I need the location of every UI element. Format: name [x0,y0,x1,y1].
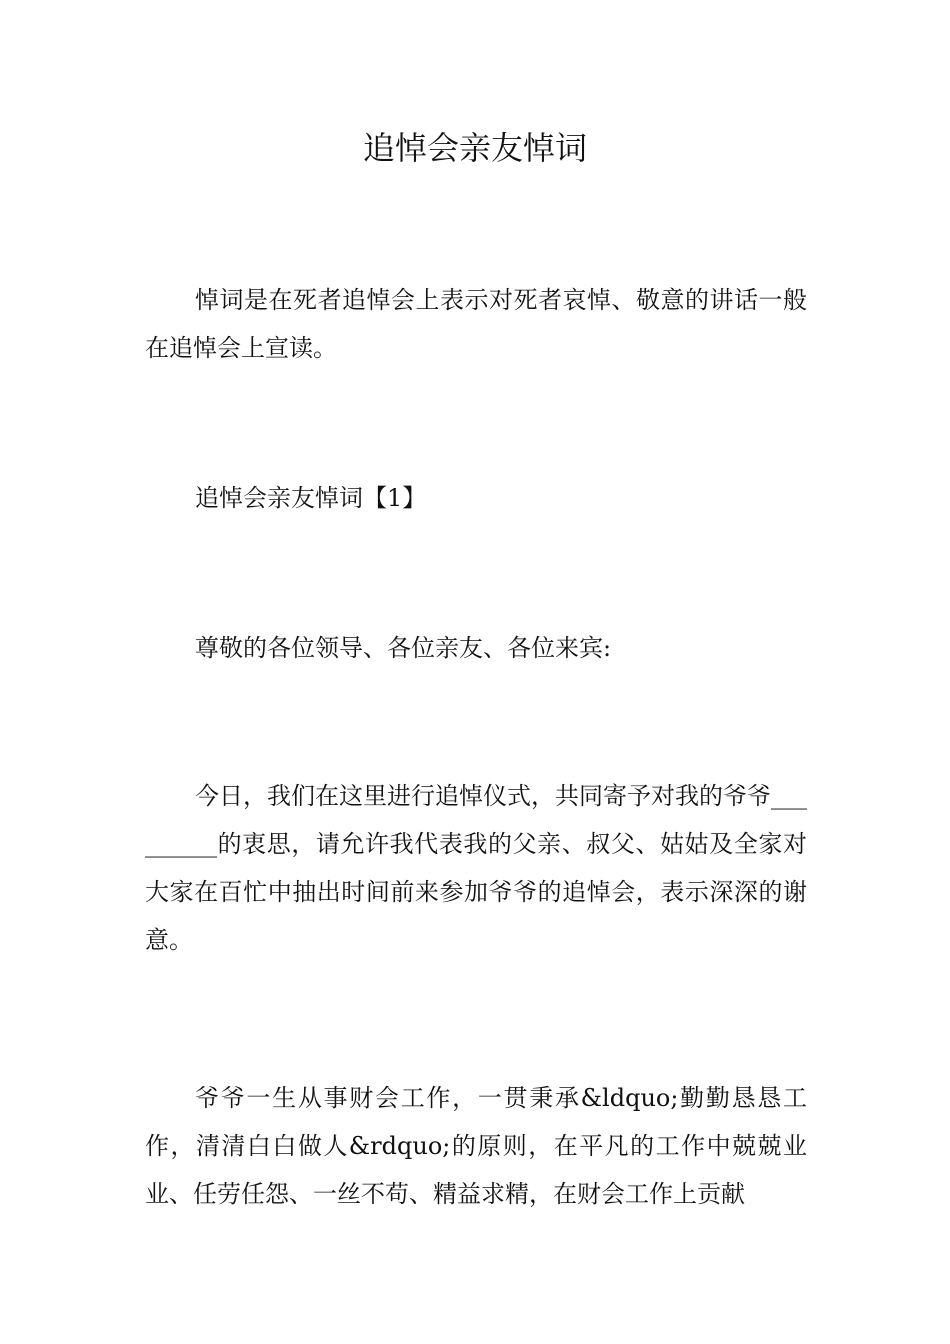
paragraph-salutation: 尊敬的各位领导、各位亲友、各位来宾: [195,634,612,662]
paragraph-intro: 悼词是在死者追悼会上表示对死者哀悼、敬意的讲话一般在追悼会上宣读。 [145,286,807,362]
paragraph-career: 爷爷一生从事财会工作，一贯秉承&ldquo;勤勤恳恳工作，清清白白做人&rdquo;的原则，在平凡的工作中兢兢业业、任劳任怨、一丝不苟、精益求精，在财会工作上贡献 [145,1084,807,1208]
document-title: 追悼会亲友悼词 [362,129,587,167]
paragraph-thanks: 今日，我们在这里进行追悼仪式，共同寄予对我的爷爷_________的衷思，请允许我代表我的父亲、叔父、姑姑及全家对大家在百忙中抽出时间前来参加爷爷的追悼会，表示深深的谢意。 [145,782,807,954]
section-heading: 追悼会亲友悼词【1】 [195,484,427,512]
